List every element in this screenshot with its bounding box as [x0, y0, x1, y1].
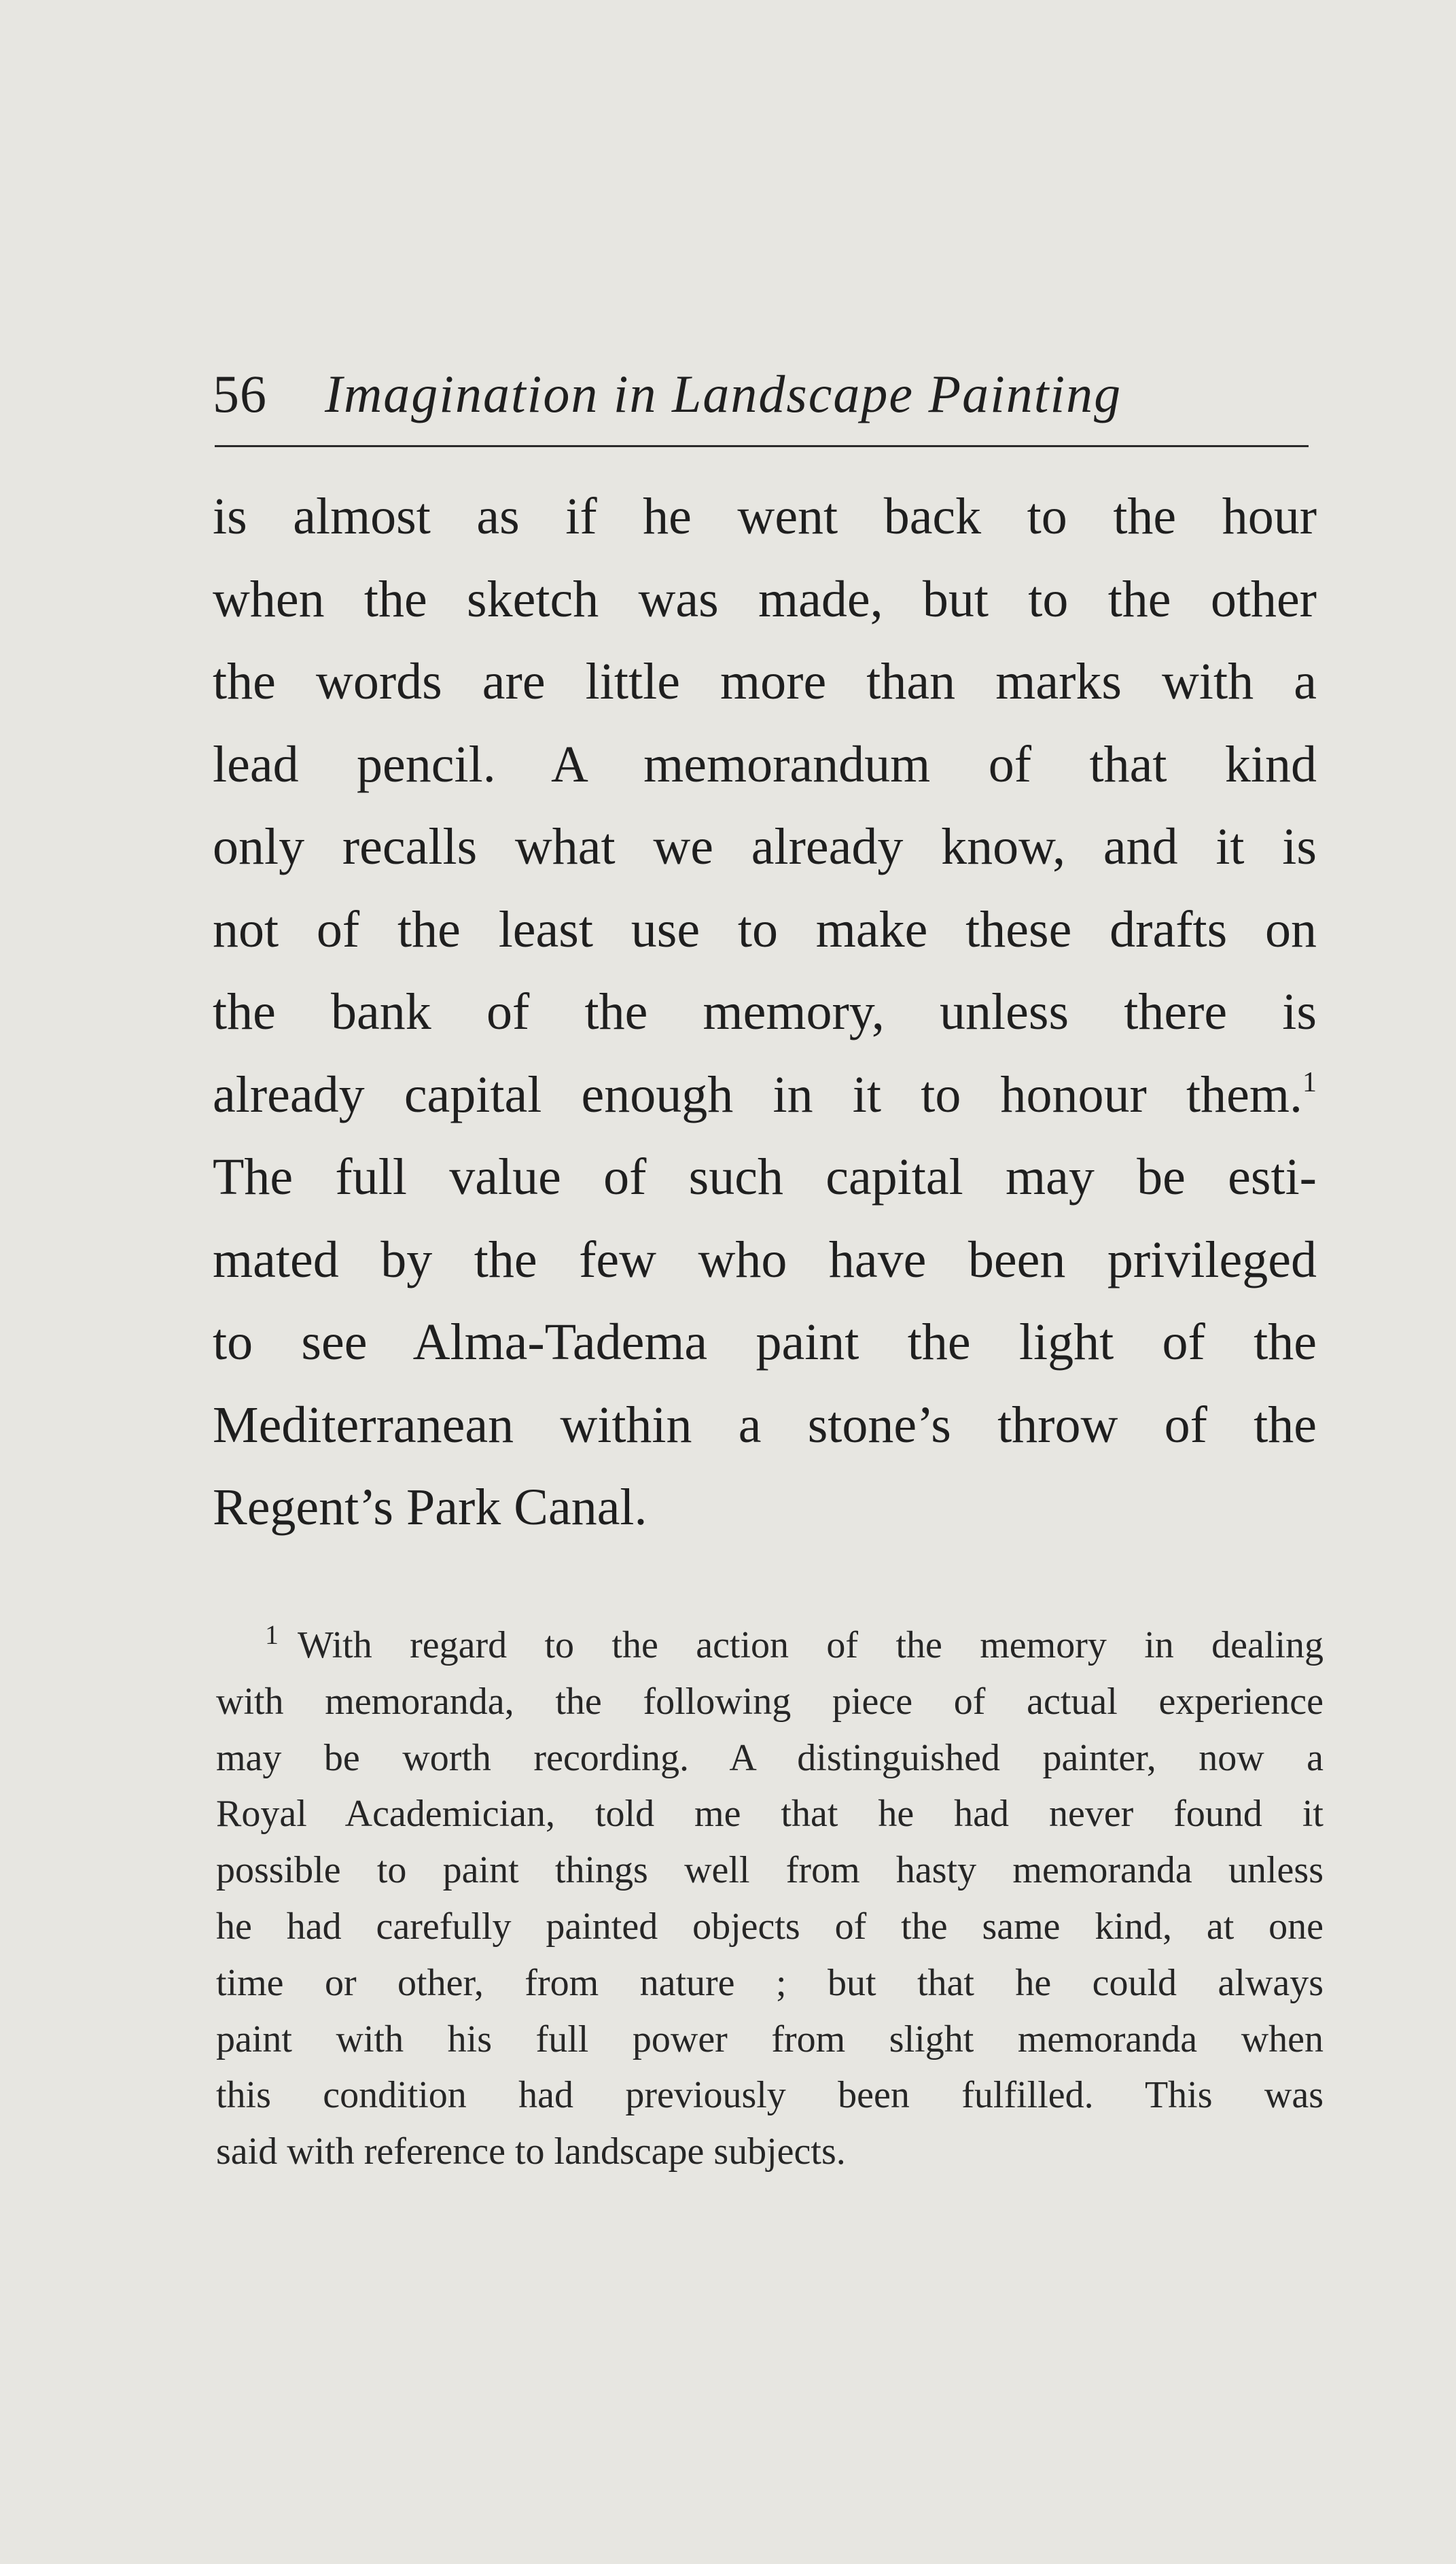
body-line: not of the least use to make these drafts on	[213, 900, 1317, 958]
body-line: to see Alma-Tadema paint the light of the	[213, 1314, 1317, 1371]
page-number: 56	[213, 364, 267, 423]
footnote-line: Royal Academician, told me that he had never found it	[216, 1793, 1324, 1836]
body-line: is almost as if he went back to the hour	[213, 488, 1317, 545]
body-line: the bank of the memory, unless there is	[213, 983, 1317, 1040]
body-line: The full value of such capital may be esti-	[213, 1148, 1317, 1206]
body-line: only recalls what we already know, and it is	[213, 818, 1317, 875]
footnote-line: with memoranda, the following piece of actual experience	[216, 1680, 1324, 1723]
footnote-line: time or other, from nature ; but that he could always	[216, 1961, 1324, 2004]
body-text	[213, 476, 1317, 1549]
footnote	[216, 1617, 1324, 2180]
running-title: Imagination in Landscape Painting	[325, 364, 1122, 423]
body-line-text: already capital enough in it to honour them.	[213, 1066, 1302, 1123]
body-line: Regent’s Park Canal.	[213, 1479, 647, 1536]
body-line: when the sketch was made, but to the other	[213, 570, 1317, 628]
footnote-line: said with reference to landscape subjects.	[216, 2130, 846, 2173]
footnote-line: he had carefully painted objects of the same kind, at one	[216, 1905, 1324, 1948]
footnote-line: possible to paint things well from hasty memoranda unless	[216, 1849, 1324, 1892]
body-line: the words are little more than marks with a	[213, 653, 1317, 710]
body-line-with-footnote-ref	[213, 1054, 1317, 1137]
body-line: mated by the few who have been privileged	[213, 1231, 1317, 1288]
body-line: Mediterranean within a stone’s throw of the	[213, 1396, 1317, 1454]
footnote-first-line	[216, 1617, 1324, 1674]
footnote-line-text: With regard to the action of the memory in dealing	[298, 1624, 1324, 1666]
footnote-line: this condition had previously been fulfilled. This was	[216, 2074, 1324, 2117]
footnote-line: paint with his full power from slight memoranda when	[216, 2018, 1324, 2060]
footnote-reference: 1	[1302, 1066, 1317, 1098]
body-line: lead pencil. A memorandum of that kind	[213, 735, 1317, 793]
footnote-marker: 1	[265, 1619, 279, 1650]
header-rule	[215, 445, 1309, 447]
footnote-line: may be worth recording. A distinguished painter, now a	[216, 1736, 1324, 1779]
running-head	[213, 364, 1307, 425]
